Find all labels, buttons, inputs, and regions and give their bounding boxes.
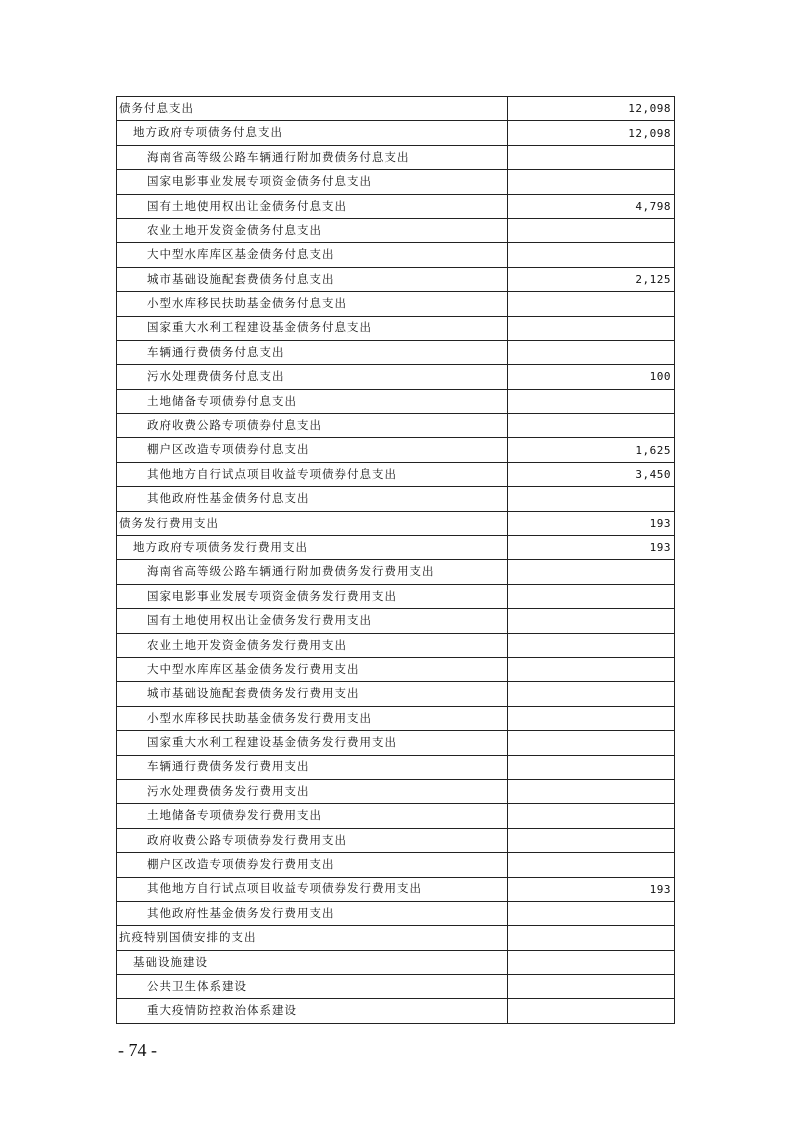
table-row [117,97,675,121]
item-amount: 193 [508,536,675,560]
item-label: 国家重大水利工程建设基金债务付息支出 [117,316,508,340]
item-amount [508,316,675,340]
table-row [117,828,675,852]
item-amount [508,731,675,755]
table-row [117,706,675,730]
item-amount [508,340,675,364]
item-amount [508,779,675,803]
table-row [117,755,675,779]
item-label: 国有土地使用权出让金债务付息支出 [117,194,508,218]
item-amount: 100 [508,365,675,389]
table-row [117,487,675,511]
item-label: 其他政府性基金债务付息支出 [117,487,508,511]
item-label: 污水处理费债务付息支出 [117,365,508,389]
table-row [117,438,675,462]
table-row [117,926,675,950]
item-label: 城市基础设施配套费债务付息支出 [117,267,508,291]
item-label: 土地储备专项债券付息支出 [117,389,508,413]
item-amount [508,584,675,608]
item-label: 车辆通行费债务发行费用支出 [117,755,508,779]
table-row [117,999,675,1023]
item-amount [508,950,675,974]
table-row [117,682,675,706]
table-row [117,609,675,633]
item-amount [508,218,675,242]
item-label: 国家重大水利工程建设基金债务发行费用支出 [117,731,508,755]
table-row [117,316,675,340]
table-row [117,145,675,169]
table-row [117,340,675,364]
item-label: 政府收费公路专项债券付息支出 [117,414,508,438]
table-row [117,779,675,803]
item-label: 农业土地开发资金债务付息支出 [117,218,508,242]
table-row [117,901,675,925]
table-row [117,389,675,413]
table-row [117,194,675,218]
item-amount: 193 [508,877,675,901]
table-row [117,218,675,242]
item-amount [508,414,675,438]
item-label: 土地储备专项债券发行费用支出 [117,804,508,828]
item-label: 基础设施建设 [117,950,508,974]
table-row [117,292,675,316]
item-label: 其他地方自行试点项目收益专项债券发行费用支出 [117,877,508,901]
item-amount: 1,625 [508,438,675,462]
table-row [117,731,675,755]
table-row [117,267,675,291]
item-label: 农业土地开发资金债务发行费用支出 [117,633,508,657]
table-row [117,511,675,535]
table-row [117,804,675,828]
item-amount: 12,098 [508,121,675,145]
item-amount [508,999,675,1023]
item-label: 债务发行费用支出 [117,511,508,535]
item-amount [508,804,675,828]
item-label: 海南省高等级公路车辆通行附加费债务付息支出 [117,145,508,169]
item-amount [508,706,675,730]
table-row [117,243,675,267]
item-amount: 2,125 [508,267,675,291]
item-amount [508,487,675,511]
table-body [117,97,675,1024]
item-amount [508,657,675,681]
page-number: - 74 - [118,1040,157,1060]
table-row [117,657,675,681]
item-label: 抗疫特别国债安排的支出 [117,926,508,950]
table-row [117,462,675,486]
item-amount [508,560,675,584]
item-amount [508,609,675,633]
item-label: 城市基础设施配套费债务发行费用支出 [117,682,508,706]
item-label: 大中型水库库区基金债务付息支出 [117,243,508,267]
item-amount [508,755,675,779]
item-label: 大中型水库库区基金债务发行费用支出 [117,657,508,681]
table-row [117,170,675,194]
item-amount [508,853,675,877]
table-row [117,975,675,999]
table-row [117,365,675,389]
item-label: 地方政府专项债务付息支出 [117,121,508,145]
item-amount: 193 [508,511,675,535]
item-amount [508,682,675,706]
item-label: 国有土地使用权出让金债务发行费用支出 [117,609,508,633]
item-amount [508,292,675,316]
table-row [117,414,675,438]
item-amount [508,828,675,852]
item-amount: 4,798 [508,194,675,218]
item-amount [508,145,675,169]
table-row [117,121,675,145]
item-amount [508,975,675,999]
item-label: 小型水库移民扶助基金债务发行费用支出 [117,706,508,730]
table-row [117,853,675,877]
item-amount [508,901,675,925]
expenditure-table [116,96,675,1024]
table-row [117,877,675,901]
item-label: 污水处理费债务发行费用支出 [117,779,508,803]
table-row [117,560,675,584]
item-label: 棚户区改造专项债券发行费用支出 [117,853,508,877]
item-label: 棚户区改造专项债券付息支出 [117,438,508,462]
table-row [117,584,675,608]
item-label: 公共卫生体系建设 [117,975,508,999]
item-amount [508,633,675,657]
item-label: 海南省高等级公路车辆通行附加费债务发行费用支出 [117,560,508,584]
item-amount: 12,098 [508,97,675,121]
item-amount [508,243,675,267]
item-label: 政府收费公路专项债券发行费用支出 [117,828,508,852]
item-label: 重大疫情防控救治体系建设 [117,999,508,1023]
item-label: 债务付息支出 [117,97,508,121]
table-row [117,633,675,657]
table-row [117,950,675,974]
item-label: 地方政府专项债务发行费用支出 [117,536,508,560]
item-label: 小型水库移民扶助基金债务付息支出 [117,292,508,316]
item-label: 国家电影事业发展专项资金债务发行费用支出 [117,584,508,608]
item-label: 其他地方自行试点项目收益专项债券付息支出 [117,462,508,486]
item-amount [508,170,675,194]
item-label: 车辆通行费债务付息支出 [117,340,508,364]
item-amount: 3,450 [508,462,675,486]
item-label: 国家电影事业发展专项资金债务付息支出 [117,170,508,194]
table-row [117,536,675,560]
item-label: 其他政府性基金债务发行费用支出 [117,901,508,925]
item-amount [508,926,675,950]
item-amount [508,389,675,413]
